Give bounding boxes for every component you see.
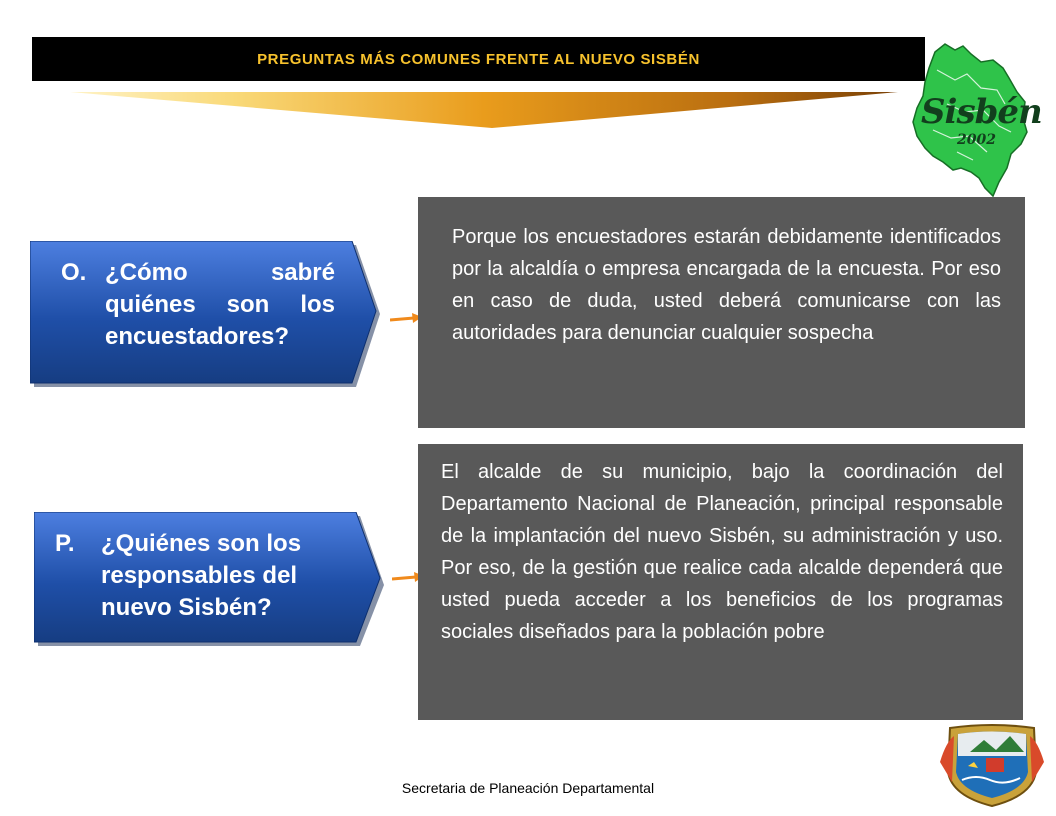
answer-text: Porque los encuestadores estarán debidamente identificados por la alcaldía o empresa encargada de la encuesta. Por eso en caso de duda, usted deberá comunicarse con las autoridades para denunciar cualquier sospecha [452,226,1001,344]
question-card-p [34,512,384,658]
question-body: ¿Cómo sabré quiénes son los encuestadores? [105,259,335,350]
question-text-o [61,257,335,353]
sisben-logo [907,40,1042,200]
question-body: ¿Quiénes son los responsables del nuevo Sisbén? [101,530,302,621]
question-letter: O. [61,259,87,286]
logo-year: 2002 [957,132,996,148]
answer-text: El alcalde de su municipio, bajo la coordinación del Departamento Nacional de Planeación, principal responsable de la implantación del nuevo Sisbén, su administración y uso. Por eso, de la gestión que realice cada alcalde dependerá que usted pueda acceder a los beneficios de los programas sociales diseñados para la población pobre [441,461,1003,643]
answer-box-p [418,444,1023,720]
gold-banner [70,92,898,128]
question-letter: P. [55,530,75,557]
logo-wordmark: Sisbén [921,92,1042,132]
page-title: PREGUNTAS MÁS COMUNES FRENTE AL NUEVO SISBÉN [257,50,700,68]
coat-of-arms-icon [940,722,1044,808]
question-card-o [30,241,380,387]
answer-box-o [418,197,1025,428]
footer-text: Secretaria de Planeación Departamental [401,780,655,796]
title-bar [32,37,925,81]
question-text-p [55,528,355,624]
